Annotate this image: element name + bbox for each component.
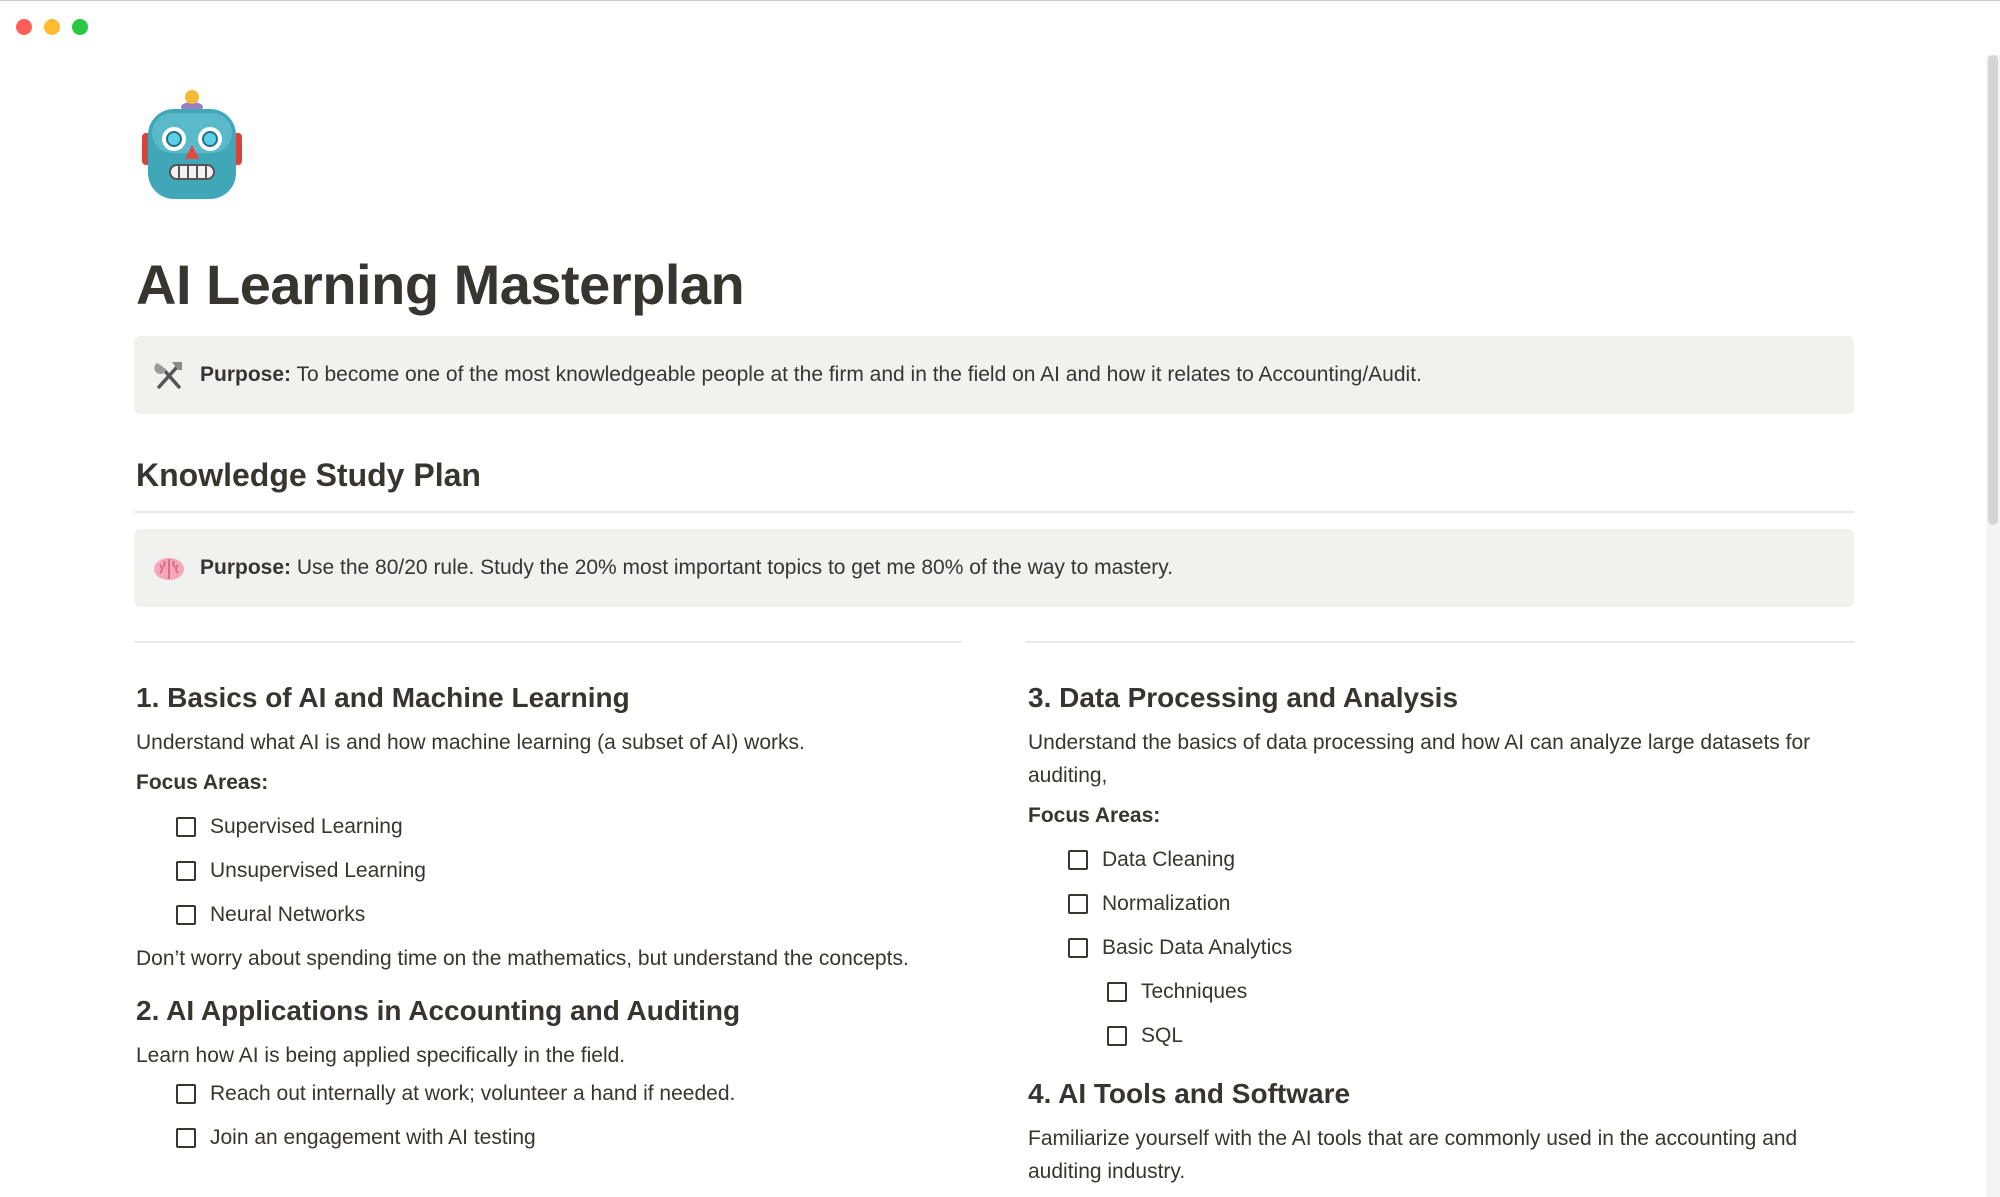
spacer <box>136 975 964 987</box>
left-column <box>136 674 964 1160</box>
brain-icon[interactable] <box>152 551 186 585</box>
close-window-button[interactable] <box>16 19 32 35</box>
study-plan-purpose-description: Use the 80/20 rule. Study the 20% most important topics to get me 80% of the way to mastery. <box>291 556 1174 579</box>
checkbox[interactable] <box>1107 982 1127 1002</box>
purpose-callout-text <box>200 363 1422 387</box>
todo-item[interactable] <box>136 1116 964 1160</box>
section4-description[interactable]: Familiarize yourself with the AI tools that are commonly used in the accounting and auditing industry. <box>1028 1127 1798 1183</box>
section1-heading[interactable]: 1. Basics of AI and Machine Learning <box>136 682 630 713</box>
purpose-label: Purpose: <box>200 363 292 386</box>
purpose-description: To become one of the most knowledgeable people at the firm and in the field on AI and how it relates to Accounting/Audit. <box>291 363 1422 386</box>
right-column-divider <box>1026 641 1854 643</box>
section1-focus-label[interactable]: Focus Areas: <box>136 771 269 794</box>
todo-item[interactable] <box>136 893 964 937</box>
checkbox[interactable] <box>1068 894 1088 914</box>
study-plan-callout[interactable] <box>134 529 1854 607</box>
todo-label: Reach out internally at work; volunteer a hand if needed. <box>210 1082 736 1105</box>
todo-label: Techniques <box>1141 980 1248 1003</box>
todo-label: Unsupervised Learning <box>210 859 426 882</box>
section4-heading[interactable]: 4. AI Tools and Software <box>1028 1078 1351 1109</box>
window-controls <box>16 19 88 35</box>
study-plan-callout-text <box>200 556 1173 580</box>
checkbox[interactable] <box>176 905 196 925</box>
checkbox[interactable] <box>176 861 196 881</box>
todo-label: Supervised Learning <box>210 815 403 838</box>
checkbox[interactable] <box>1107 1026 1127 1046</box>
todo-label: Neural Networks <box>210 903 366 926</box>
robot-icon[interactable] <box>140 85 244 205</box>
todo-label: Data Cleaning <box>1102 848 1236 871</box>
todo-item[interactable] <box>136 1072 964 1116</box>
spacer <box>1028 1058 1856 1070</box>
todo-label: Join an engagement with AI testing <box>210 1126 536 1149</box>
todo-label: Basic Data Analytics <box>1102 936 1293 959</box>
page-title[interactable]: AI Learning Masterplan <box>136 253 745 316</box>
todo-label: Normalization <box>1102 892 1231 915</box>
checkbox[interactable] <box>176 1084 196 1104</box>
checkbox[interactable] <box>176 817 196 837</box>
section-divider <box>134 511 1854 513</box>
hammer-and-wrench-icon[interactable] <box>152 358 186 392</box>
checkbox[interactable] <box>1068 850 1088 870</box>
section3-focus-label[interactable]: Focus Areas: <box>1028 804 1161 827</box>
checkbox[interactable] <box>1068 938 1088 958</box>
scrollbar-thumb[interactable] <box>1988 55 1998 525</box>
minimize-window-button[interactable] <box>44 19 60 35</box>
todo-item[interactable] <box>1028 838 1856 882</box>
left-column-divider <box>134 641 962 643</box>
section3-description[interactable]: Understand the basics of data processing and how AI can analyze large datasets for auditing, <box>1028 731 1811 787</box>
section1-note[interactable]: Don’t worry about spending time on the mathematics, but understand the concepts. <box>136 947 909 970</box>
todo-item[interactable] <box>1028 926 1856 970</box>
knowledge-study-plan-heading[interactable]: Knowledge Study Plan <box>136 457 481 493</box>
purpose-callout[interactable] <box>134 336 1854 414</box>
zoom-window-button[interactable] <box>72 19 88 35</box>
section1-description[interactable]: Understand what AI is and how machine learning (a subset of AI) works. <box>136 731 805 754</box>
section2-heading[interactable]: 2. AI Applications in Accounting and Auditing <box>136 995 741 1026</box>
study-plan-purpose-label: Purpose: <box>200 556 292 579</box>
todo-label: SQL <box>1141 1024 1184 1047</box>
todo-item[interactable] <box>136 805 964 849</box>
todo-item[interactable] <box>1028 882 1856 926</box>
section3-heading[interactable]: 3. Data Processing and Analysis <box>1028 682 1459 713</box>
todo-subitem[interactable] <box>1028 1014 1856 1058</box>
checkbox[interactable] <box>176 1128 196 1148</box>
section2-description[interactable]: Learn how AI is being applied specifically in the field. <box>136 1044 626 1067</box>
right-column <box>1028 674 1856 1188</box>
todo-subitem[interactable] <box>1028 970 1856 1014</box>
todo-item[interactable] <box>136 849 964 893</box>
